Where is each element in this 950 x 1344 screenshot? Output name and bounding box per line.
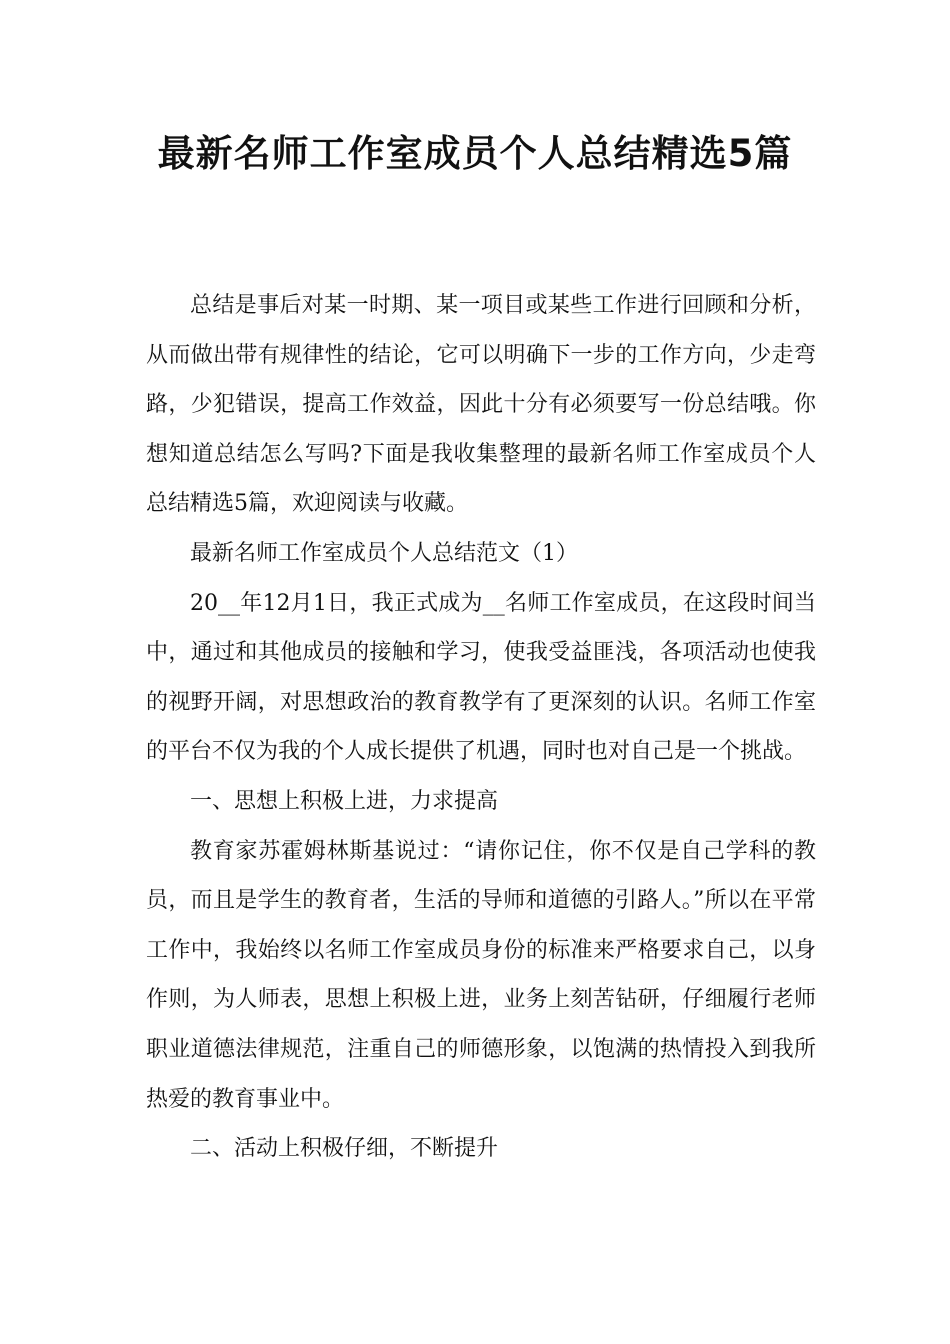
intro-paragraph: 总结是事后对某一时期、某一项目或某些工作进行回顾和分析，从而做出带有规律性的结论，它可以明确下一步的工作方向，少走弯路，少犯错误，提高工作效益，因此十分有必须要写一份总结哦。你想知道总结怎么写吗?下面是我收集整理的最新名师工作室成员个人总结精选5篇，欢迎阅读与收藏。 bbox=[146, 293, 816, 517]
subsection-heading: 一、思想上积极上进，力求提高 bbox=[190, 788, 499, 814]
body-paragraph: 教育家苏霍姆林斯基说过：“请你记住，你不仅是自己学科的教员，而且是学生的教育者，生活的导师和道德的引路人。”所以在平常工作中，我始终以名师工作室成员身份的标准来严格要求自己，以身作则，为人师表，思想上积极上进，业务上刻苦钻研，仔细履行老师职业道德法律规范，注重自己的师德形象，以饱满的热情投入到我所热爱的教育事业中。 bbox=[146, 838, 816, 1112]
document-title: 最新名师工作室成员个人总结精选5篇 bbox=[157, 132, 793, 175]
section-heading: 最新名师工作室成员个人总结范文（1） bbox=[190, 540, 578, 566]
body-paragraph: 20__年12月1日，我正式成为__名师工作室成员，在这段时间当中，通过和其他成员的接触和学习，使我受益匪浅，各项活动也使我的视野开阔，对思想政治的教育教学有了更深刻的认识。名师工作室的平台不仅为我的个人成长提供了机遇，同时也对自己是一个挑战。 bbox=[146, 590, 816, 765]
subsection-heading: 二、活动上积极仔细，不断提升 bbox=[190, 1136, 499, 1162]
document-body bbox=[146, 281, 816, 1174]
